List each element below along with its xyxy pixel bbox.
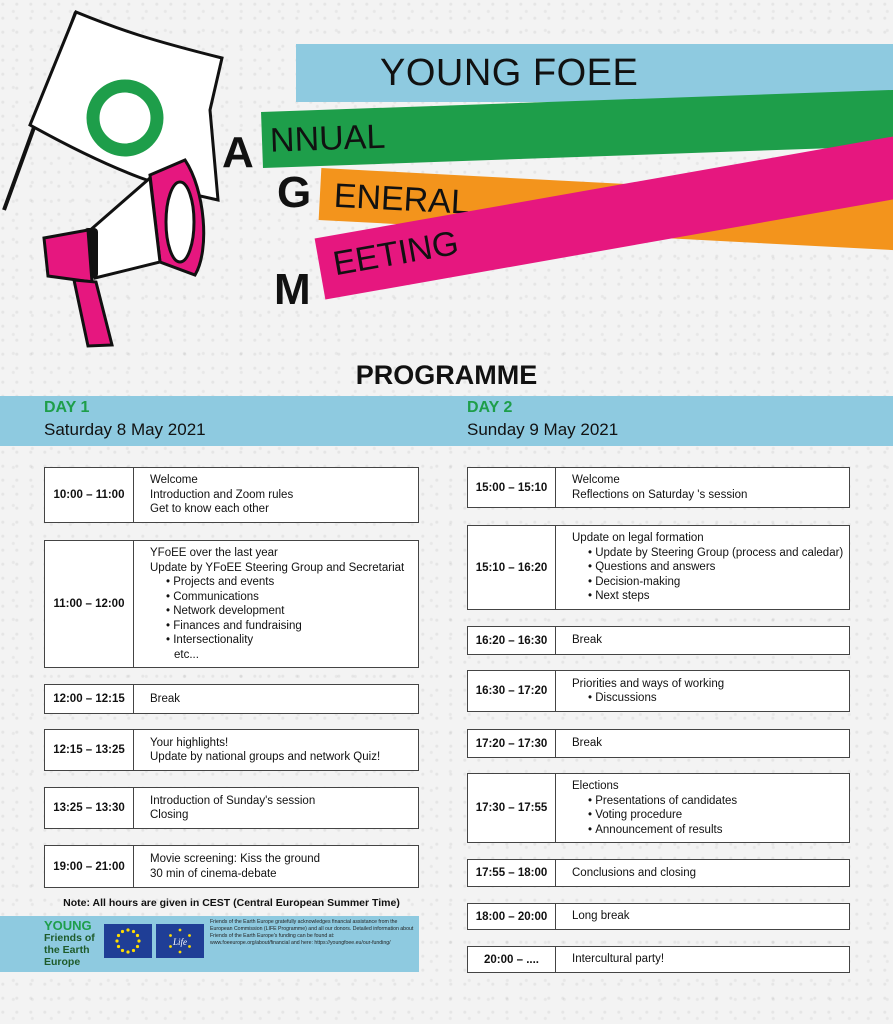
day2-session-6 xyxy=(467,859,850,887)
session-description xyxy=(150,846,414,887)
session-line: Break xyxy=(150,692,181,705)
logo-line2: the Earth xyxy=(44,944,90,956)
session-time: 11:00 – 12:00 xyxy=(45,541,134,667)
session-line: Your highlights! xyxy=(150,736,229,749)
eu-flag-icon xyxy=(104,924,152,958)
day1-date: Saturday 8 May 2021 xyxy=(44,420,206,439)
session-bullet: • Network development xyxy=(150,604,414,619)
session-line: Get to know each other xyxy=(150,503,269,516)
session-time: 12:15 – 13:25 xyxy=(45,730,134,770)
session-time: 18:00 – 20:00 xyxy=(468,904,556,929)
logo-line1: Friends of xyxy=(44,932,95,944)
session-bullet: • Decision-making xyxy=(572,575,845,590)
session-description xyxy=(572,730,845,757)
session-description xyxy=(150,468,414,522)
day1-session-0 xyxy=(44,467,419,523)
session-line: Movie screening: Kiss the ground xyxy=(150,853,321,865)
session-line: Intercultural party! xyxy=(572,953,665,966)
day2-label: DAY 2 xyxy=(467,399,513,416)
session-time: 20:00 – .... xyxy=(468,947,556,972)
session-line: Welcome xyxy=(150,474,198,487)
session-time: 13:25 – 13:30 xyxy=(45,788,134,828)
young-foee-title: YOUNG FOEE xyxy=(380,52,639,94)
session-line: 30 min of cinema-debate xyxy=(150,867,277,880)
logo-young: YOUNG xyxy=(44,918,92,933)
session-description xyxy=(572,468,845,507)
session-line: YFoEE over the last year xyxy=(150,547,278,559)
session-line: Elections xyxy=(572,780,619,792)
megaphone-flag-illustration xyxy=(0,0,260,360)
session-time: 15:10 – 16:20 xyxy=(468,526,556,609)
annual-text: NNUAL xyxy=(269,117,386,160)
day2-session-1 xyxy=(467,525,850,610)
session-line: Conclusions and closing xyxy=(572,866,697,879)
session-time: 17:20 – 17:30 xyxy=(468,730,556,757)
session-description xyxy=(150,685,414,713)
session-bullet: • Questions and answers xyxy=(572,560,845,575)
session-line: Break xyxy=(572,737,603,750)
session-bullet: • Announcement of results xyxy=(572,823,845,838)
meeting-text: EETING xyxy=(330,223,462,284)
day-header-band xyxy=(0,396,893,446)
session-line: Break xyxy=(572,634,603,647)
footer-funding-band xyxy=(0,916,419,972)
session-time: 17:55 – 18:00 xyxy=(468,860,556,886)
session-bullet: • Communications xyxy=(150,590,414,605)
day2-session-2 xyxy=(467,626,850,655)
timezone-note: Note: All hours are given in CEST (Central European Summer Time) xyxy=(63,897,400,909)
session-line: Priorities and ways of working xyxy=(572,677,725,690)
session-description xyxy=(572,526,845,609)
day1-label: DAY 1 xyxy=(44,399,90,416)
session-time: 16:30 – 17:20 xyxy=(468,671,556,711)
session-description xyxy=(572,904,845,929)
session-line: Closing xyxy=(150,809,189,821)
session-line: Introduction and Zoom rules xyxy=(150,488,294,501)
general-text: ENERAL xyxy=(332,176,471,222)
session-bullet: • Next steps xyxy=(572,589,845,604)
session-bullet: • Voting procedure xyxy=(572,808,845,823)
day2-session-3 xyxy=(467,670,850,712)
session-bullet: • Projects and events xyxy=(150,575,414,590)
day2-session-8 xyxy=(467,946,850,973)
day2-date: Sunday 9 May 2021 xyxy=(467,420,619,439)
session-line: Introduction of Sunday's session xyxy=(150,794,316,807)
session-line: Welcome xyxy=(572,474,620,486)
programme-title: PROGRAMME xyxy=(355,360,538,390)
session-time: 12:00 – 12:15 xyxy=(45,685,134,713)
session-line: Update by national groups and network Quiz! xyxy=(150,751,381,763)
day1-session-3 xyxy=(44,729,419,771)
day2-session-5 xyxy=(467,773,850,843)
session-line: Reflections on Saturday 's session xyxy=(572,488,748,501)
session-description xyxy=(572,947,845,972)
day1-session-4 xyxy=(44,787,419,829)
day1-session-1 xyxy=(44,540,419,668)
session-description xyxy=(150,730,414,770)
life-logo-icon xyxy=(156,924,204,958)
session-line: Update on legal formation xyxy=(572,532,704,545)
session-bullet: • Discussions xyxy=(572,691,845,706)
session-time: 15:00 – 15:10 xyxy=(468,468,556,507)
day2-session-7 xyxy=(467,903,850,930)
session-time: 16:20 – 16:30 xyxy=(468,627,556,654)
session-bullet: • Intersectionality xyxy=(150,633,414,648)
session-line: Long break xyxy=(572,910,630,923)
session-description xyxy=(150,541,414,667)
meeting-initial: M xyxy=(274,265,311,314)
session-bullet: • Update by Steering Group (process and caledar) xyxy=(572,546,845,561)
session-time: 10:00 – 11:00 xyxy=(45,468,134,522)
general-initial: G xyxy=(277,168,312,217)
session-description xyxy=(150,788,414,828)
day1-session-5 xyxy=(44,845,419,888)
session-description xyxy=(572,627,845,654)
annual-initial: A xyxy=(222,128,254,177)
life-logo-text: Life xyxy=(173,937,188,947)
session-time: 17:30 – 17:55 xyxy=(468,774,556,842)
funding-disclaimer: Friends of the Earth Europe gratefully acknowledges financial assistance from the European Commission (LIFE Programme) and all our donors. Detailed information about Friends of the Earth Europe's funding can be found at: www.foeeurope.org/about/financial and here: https://youngfoee.eu/our-funding/ xyxy=(210,919,414,946)
session-time: 19:00 – 21:00 xyxy=(45,846,134,887)
young-foee-logo xyxy=(44,920,95,968)
day2-session-4 xyxy=(467,729,850,758)
session-description xyxy=(572,774,845,842)
session-tail: etc... xyxy=(174,648,199,661)
session-description xyxy=(572,671,845,711)
session-description xyxy=(572,860,845,886)
session-bullet: • Finances and fundraising xyxy=(150,619,414,634)
day2-session-0 xyxy=(467,467,850,508)
logo-line3: Europe xyxy=(44,956,81,968)
megaphone-icon xyxy=(74,280,112,346)
session-bullet: • Presentations of candidates xyxy=(572,794,845,809)
session-line: Update by YFoEE Steering Group and Secretariat xyxy=(150,561,405,574)
day1-session-2 xyxy=(44,684,419,714)
